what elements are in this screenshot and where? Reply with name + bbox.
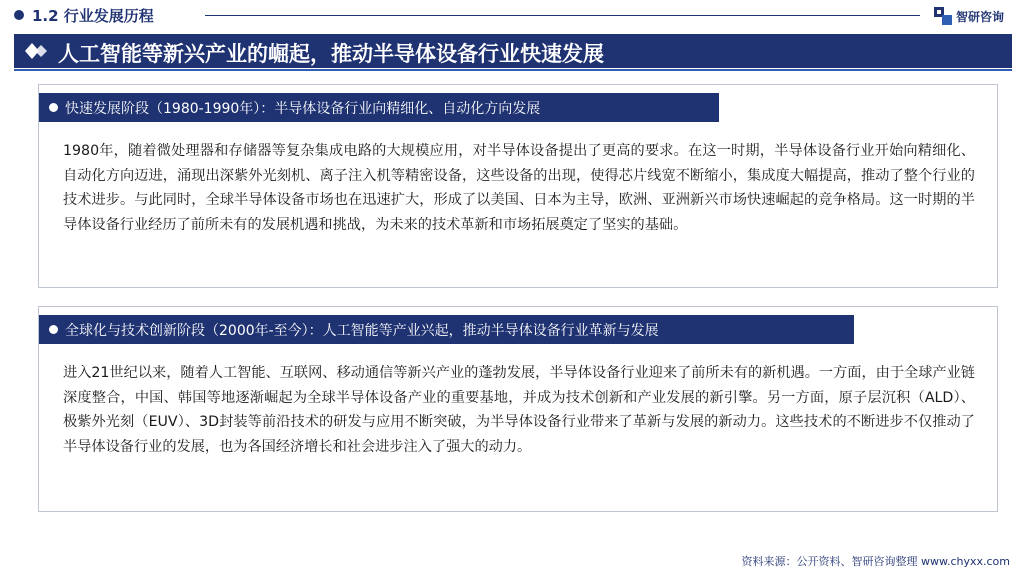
card-body-text: 进入21世纪以来，随着人工智能、互联网、移动通信等新兴产业的蓬勃发展，半导体设备行业迎来了前所未有的新机遇。一方面，由于全球产业链深度整合，中国、韩国等地逐渐崛起为全球半导体设备产业的重要基地，并成为技术创新和产业发展的新引擎。另一方面，原子层沉积（ALD）、极紫外光刻（EUV）、3D封装等前沿技术的研发与应用不断突破，为半导体设备行业带来了革新与发展的新动力。这些技术的不断进步不仅推动了半导体设备行业的发展，也为各国经济增长和社会进步注入了强大的动力。: [63, 365, 975, 455]
header-divider: [205, 15, 920, 16]
stage-card-1980s: [38, 84, 998, 288]
dot-icon: [49, 325, 58, 334]
double-diamond-icon: [24, 42, 50, 60]
card-heading-bar: [39, 93, 719, 122]
brand-name: 智研咨询: [956, 9, 1005, 24]
title-banner: [14, 34, 1012, 68]
header-bullet-icon: [14, 10, 24, 20]
dot-icon: [49, 103, 58, 112]
source-note: 资料来源：公开资料、智研咨询整理 www.chyxx.com: [741, 555, 1010, 568]
card-heading: 快速发展阶段（1980-1990年）：半导体设备行业向精细化、自动化方向发展: [65, 101, 541, 117]
brand-logo: [934, 6, 1004, 26]
brand-logo-icon: [934, 7, 952, 25]
top-header: [0, 0, 1024, 34]
card-body-text: 1980年，随着微处理器和存储器等复杂集成电路的大规模应用，对半导体设备提出了更高的要求。在这一时期，半导体设备行业开始向精细化、自动化方向迈进，涌现出深紫外光刻机、离子注入机等精密设备，这些设备的出现，使得芯片线宽不断缩小，集成度大幅提高，推动了整个行业的技术进步。与此同时，全球半导体设备市场也在迅速扩大，形成了以美国、日本为主导，欧洲、亚洲新兴市场快速崛起的竞争格局。这一时期的半导体设备行业经历了前所未有的发展机遇和挑战，为未来的技术革新和市场拓展奠定了坚实的基础。: [63, 143, 975, 233]
stage-card-2000s: [38, 306, 998, 512]
section-label: 1.2 行业发展历程: [32, 7, 154, 25]
card-heading: 全球化与技术创新阶段（2000年-至今）：人工智能等产业兴起，推动半导体设备行业革新与发展: [65, 323, 659, 339]
page-title: 人工智能等新兴产业的崛起，推动半导体设备行业快速发展: [58, 42, 604, 66]
card-heading-bar: [39, 315, 854, 344]
